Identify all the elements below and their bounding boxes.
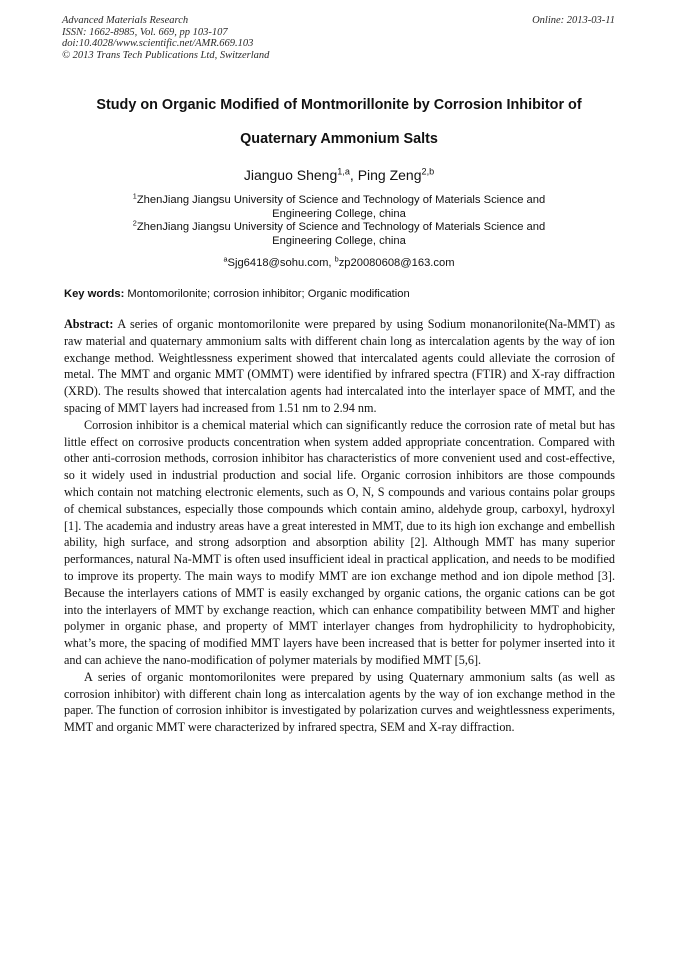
title-line-1: Study on Organic Modified of Montmorillonite by Corrosion Inhibitor of [96,97,582,113]
abstract [64,316,615,417]
keywords-label: Key words: [64,288,125,300]
affiliation-1-line-1: ZhenJiang Jiangsu University of Science and Technology of Materials Science and [136,194,546,206]
body-paragraph-2: A series of organic montomorilonites were prepared by using Quaternary ammonium salts (as well as corrosion inhibitor) with different chain long as intercalation agents by the way of ion exchange method in the paper. The function of corrosion inhibitor is investigated by polarization curves and weightlessness experiments, MMT and organic MMT were characterized by infrared spectra, SEM and X-ray diffraction. [64,669,615,735]
author-separator: , [349,167,358,183]
journal-name: Advanced Materials Research [62,15,189,26]
journal-header [62,15,269,61]
author-emails [40,256,638,270]
affiliation-1-mark: 1 [132,191,137,201]
affiliation-1-line-2: Engineering College, china [272,207,406,220]
email-1-mark: a [223,254,228,264]
author-list [40,166,638,184]
affiliation-2 [64,218,614,248]
email-2-mark: b [334,254,339,264]
email-2: zp20080608@163.com [338,257,455,269]
keywords [64,287,624,301]
online-date: Online: 2013-03-11 [532,15,615,26]
body-paragraph-1: Corrosion inhibitor is a chemical material which can significantly reduce the corrosion rate of metal but has little effect on corrosive products concentration when system added appropriate concentration. Compared with other anti-corrosion methods, corrosion inhibitor has characteristics of more convenient used and cost-effective, so it widely used in industrial production and social life. Organic corrosion inhibitors are those compounds which contain not matching electronic elements, such as O, N, S compounds and various contains polar groups of chemical substances, especially those compounds which contain amino, aldehyde group, carboxyl, hydroxyl [1]. The academia and industry areas have a great interested in MMT, due to its high ion exchange and embellish ability, high surface, and strong adsorption and absorption ability [2]. Although MMT has many superior performances, natural Na-MMT is often used insufficient ideal in practical application, and needs to be modified to improve its property. The main ways to modify MMT are ion exchange method and ion dipole method [3]. Because the interlayers cations of MMT is easily exchanged by organic cations, the organic cations can be got into the interlayers of MMT by exchange reaction, which can enhance compatibility between MMT and higher polymer in organic phase, and property of MMT interlayer changes from hydrophilicity to hydrophobicity, what’s more, the spacing of modified MMT layers have been increased that is better for polymer inserted into it and can achieve the nano-modification of polymer materials by modified MMT [5,6]. [64,417,615,667]
author-2-affiliation-mark: 2,b [421,166,435,177]
email-separator: , [328,257,335,269]
affiliation-2-line-1: ZhenJiang Jiangsu University of Science and Technology of Materials Science and [136,221,546,233]
paper-title [40,88,638,156]
abstract-label: Abstract: [64,317,114,331]
doi-line: doi:10.4028/www.scientific.net/AMR.669.103 [62,38,254,50]
keywords-text: Montomorilonite; corrosion inhibitor; Organic modification [124,288,410,300]
paper-body [64,316,615,736]
abstract-text: A series of organic montomorilonite were prepared by using Sodium monanorilonite(Na-MMT) as raw material and quaternary ammonium salts with different chain long as intercalation agents by the way of ion exchange method. Weightlessness experiment showed that intercalated agents could alleviate the corrosion of metal. The MMT and organic MMT (OMMT) were identified by infrared spectra (FTIR) and X-ray diffraction (XRD). The results showed that intercalation agents had intercalated into the interlayer space of MMT, and the spacing of MMT layers had increased from 1.51 nm to 2.94 nm. [64,317,615,415]
author-1-name: Jianguo Sheng [243,167,338,183]
affiliation-2-mark: 2 [132,218,137,228]
affiliation-1 [64,191,614,221]
author-1-affiliation-mark: 1,a [337,166,350,177]
email-1: Sjg6418@sohu.com [227,257,329,269]
title-line-2: Quaternary Ammonium Salts [240,131,438,147]
affiliation-2-line-2: Engineering College, china [272,234,406,247]
author-2-name: Ping Zeng [357,167,422,183]
issn-line: ISSN: 1662-8985, Vol. 669, pp 103-107 [62,26,228,38]
copyright-line: © 2013 Trans Tech Publications Ltd, Switzerland [62,49,270,61]
